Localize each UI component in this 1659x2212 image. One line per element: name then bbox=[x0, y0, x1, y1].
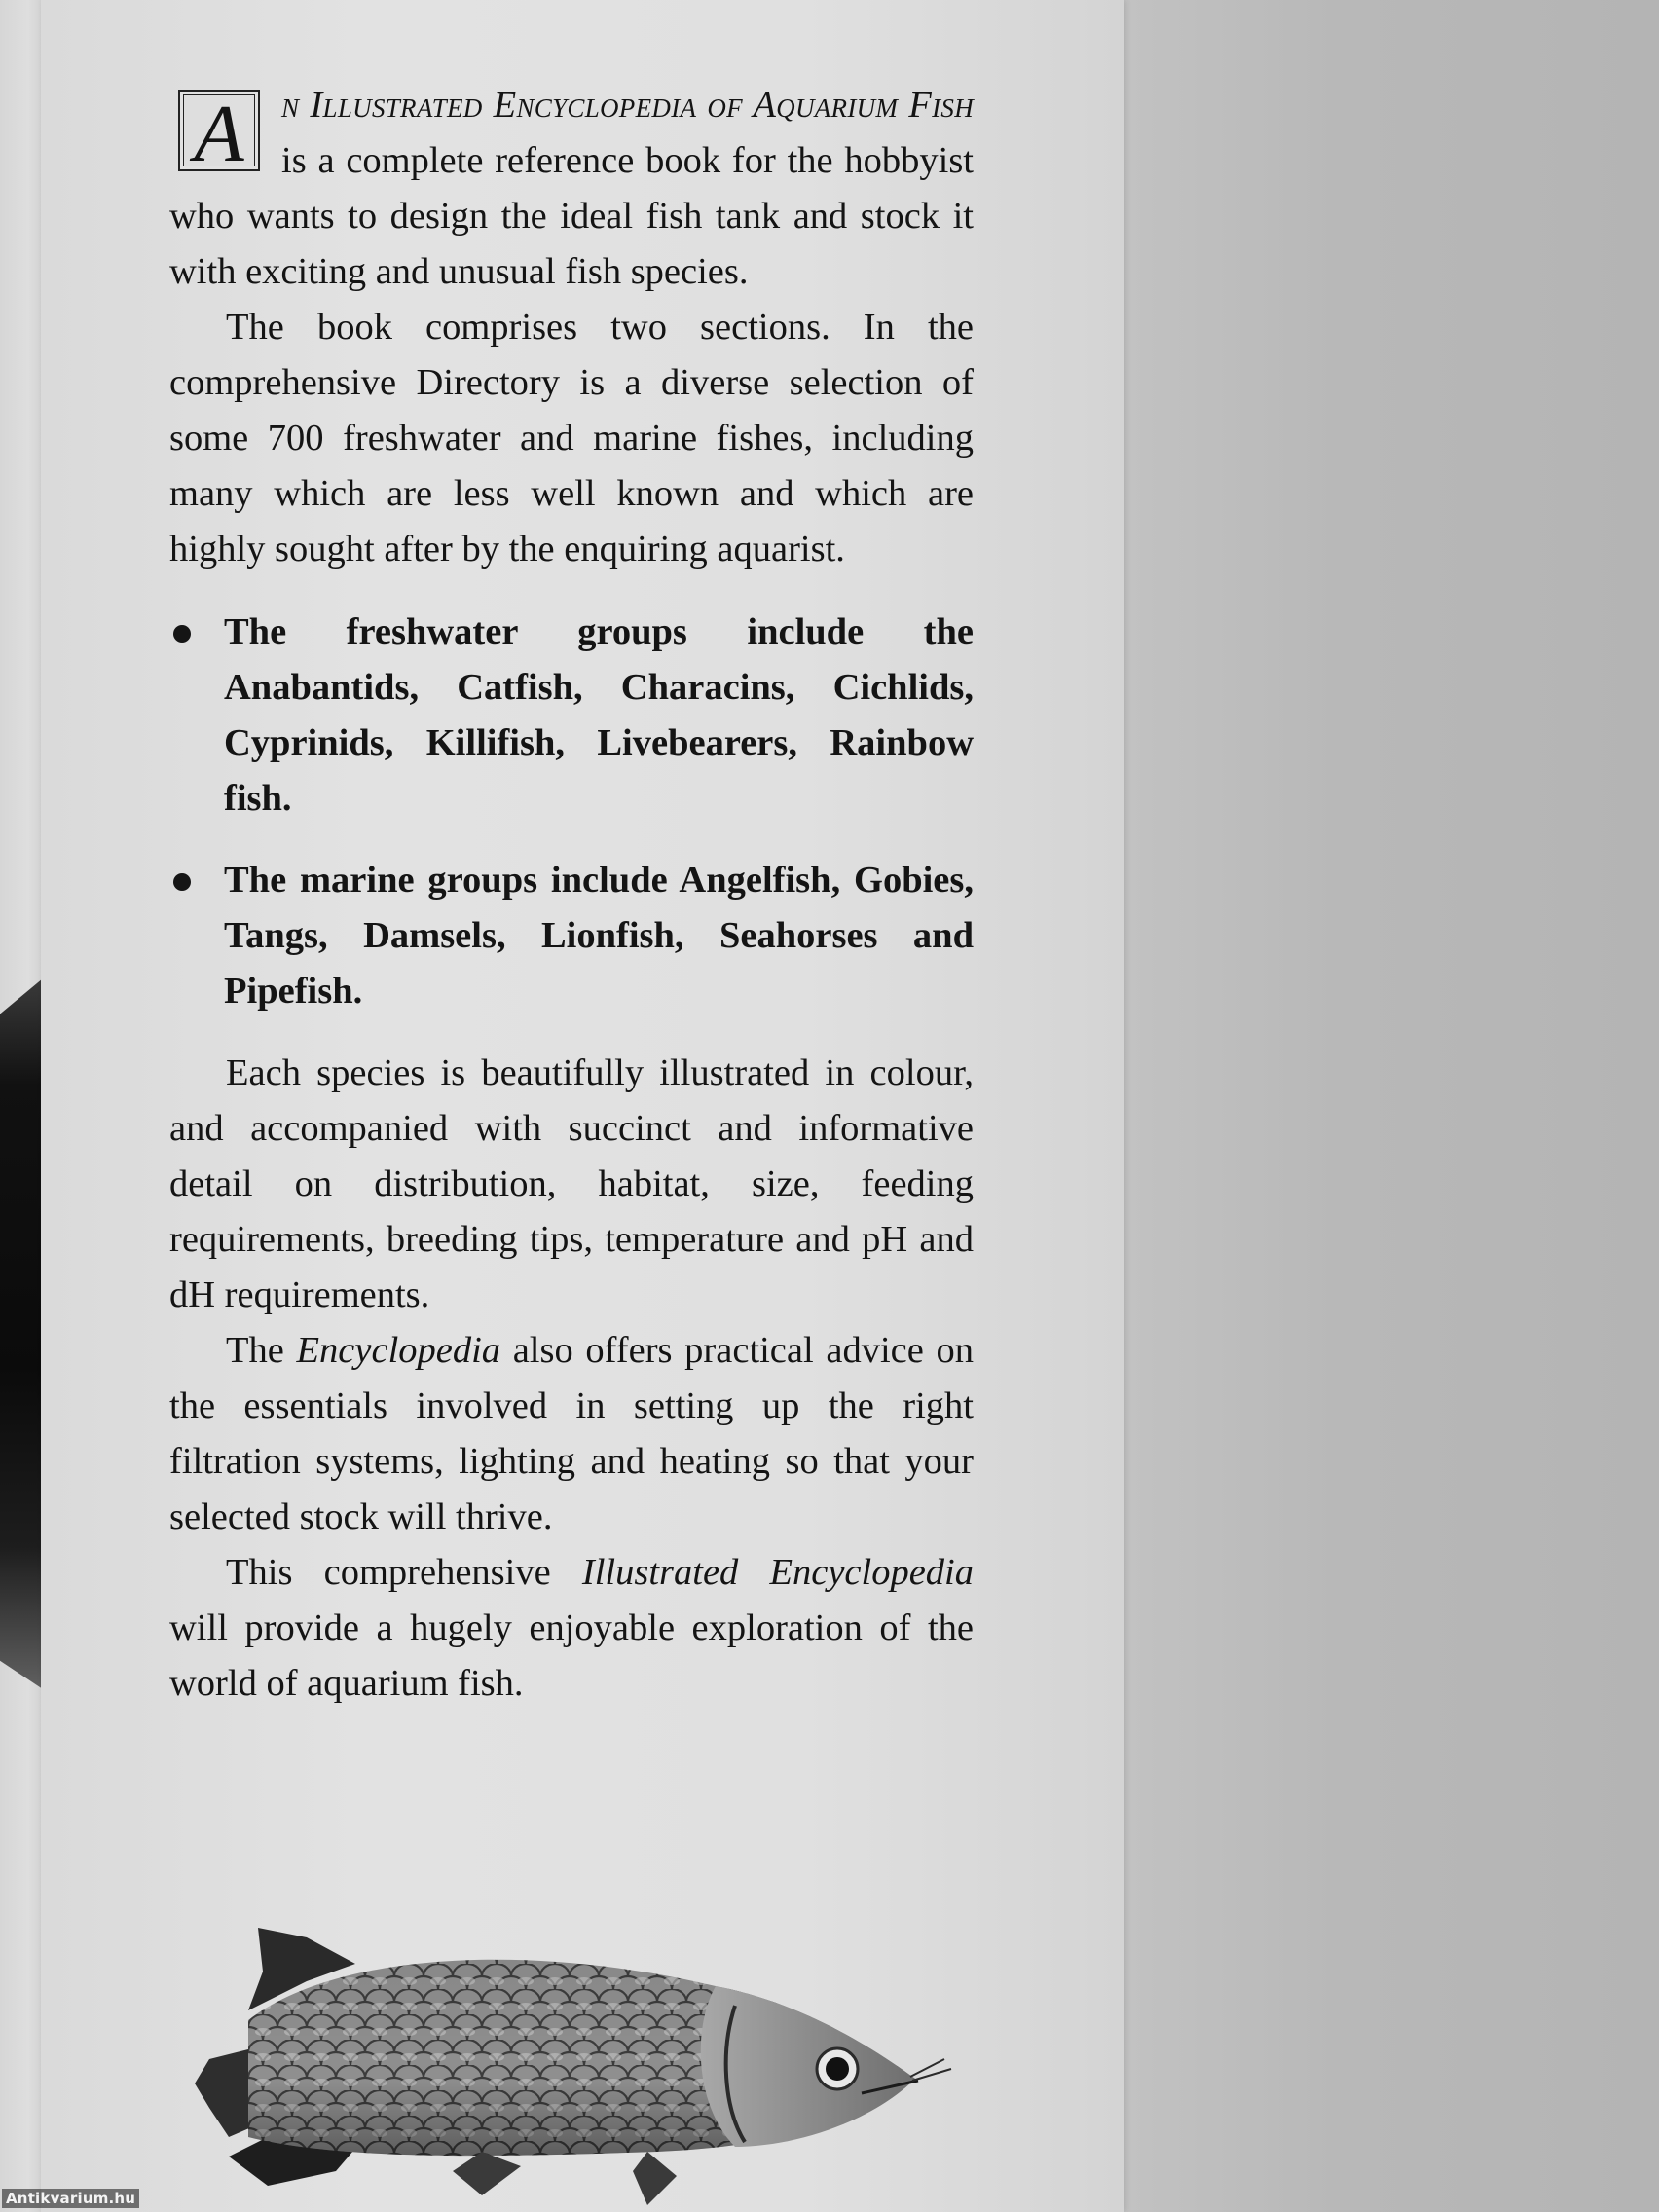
intro-paragraph bbox=[169, 78, 974, 300]
sections-paragraph: The book comprises two sections. In the comprehensive Directory is a diverse selection of some 700 freshwater and marine fishes, including many which are less well known and which are highly sought after by the enquiring aquarist. bbox=[169, 307, 974, 570]
arowana-fish-icon bbox=[190, 1913, 998, 2212]
book-spine-shadow bbox=[0, 978, 43, 1689]
advice-text-a: The bbox=[226, 1330, 297, 1371]
marine-groups-text: The marine groups include Angelfish, Gobies, Tangs, Damsels, Lionfish, Seahorses and Pipefish. bbox=[224, 860, 974, 1012]
species-paragraph: Each species is beautifully illustrated in colour, and accompanied with succinct and informative detail on distribution, habitat, size, feeding requirements, breeding tips, temperature and pH and dH requirements. bbox=[169, 1052, 974, 1315]
drop-cap: A bbox=[178, 90, 260, 171]
group-list bbox=[169, 605, 974, 1019]
watermark: Antikvarium.hu bbox=[2, 2189, 139, 2208]
intro-text: is a complete reference book for the hobbyist who wants to design the ideal fish tank and stock it with exciting and unusual fish species. bbox=[169, 140, 974, 292]
illustrated-encyclopedia-title: Illustrated Encyclopedia bbox=[581, 1552, 974, 1593]
back-cover-panel bbox=[1124, 0, 1659, 2212]
encyclopedia-title: Encyclopedia bbox=[296, 1330, 501, 1371]
closing-paragraph bbox=[169, 1545, 974, 1712]
bullet-icon bbox=[173, 873, 191, 891]
bullet-icon bbox=[173, 625, 191, 643]
list-item bbox=[169, 853, 974, 1019]
flap-text bbox=[169, 78, 974, 1712]
advice-text-b: also offers practical advice on the essentials involved in setting up the right filtration systems, lighting and heating so that your selected stock will thrive. bbox=[169, 1330, 974, 1537]
closing-text-b: will provide a hugely enjoyable exploration of the world of aquarium fish. bbox=[169, 1607, 974, 1704]
list-item bbox=[169, 605, 974, 827]
freshwater-groups-text: The freshwater groups include the Anabantids, Catfish, Characins, Cichlids, Cyprinids, Killifish, Livebearers, Rainbow fish. bbox=[224, 611, 974, 819]
closing-text-a: This comprehensive bbox=[226, 1552, 582, 1593]
book-title-lead: n Illustrated Encyclopedia of Aquarium Fish bbox=[281, 85, 974, 126]
advice-paragraph bbox=[169, 1323, 974, 1545]
